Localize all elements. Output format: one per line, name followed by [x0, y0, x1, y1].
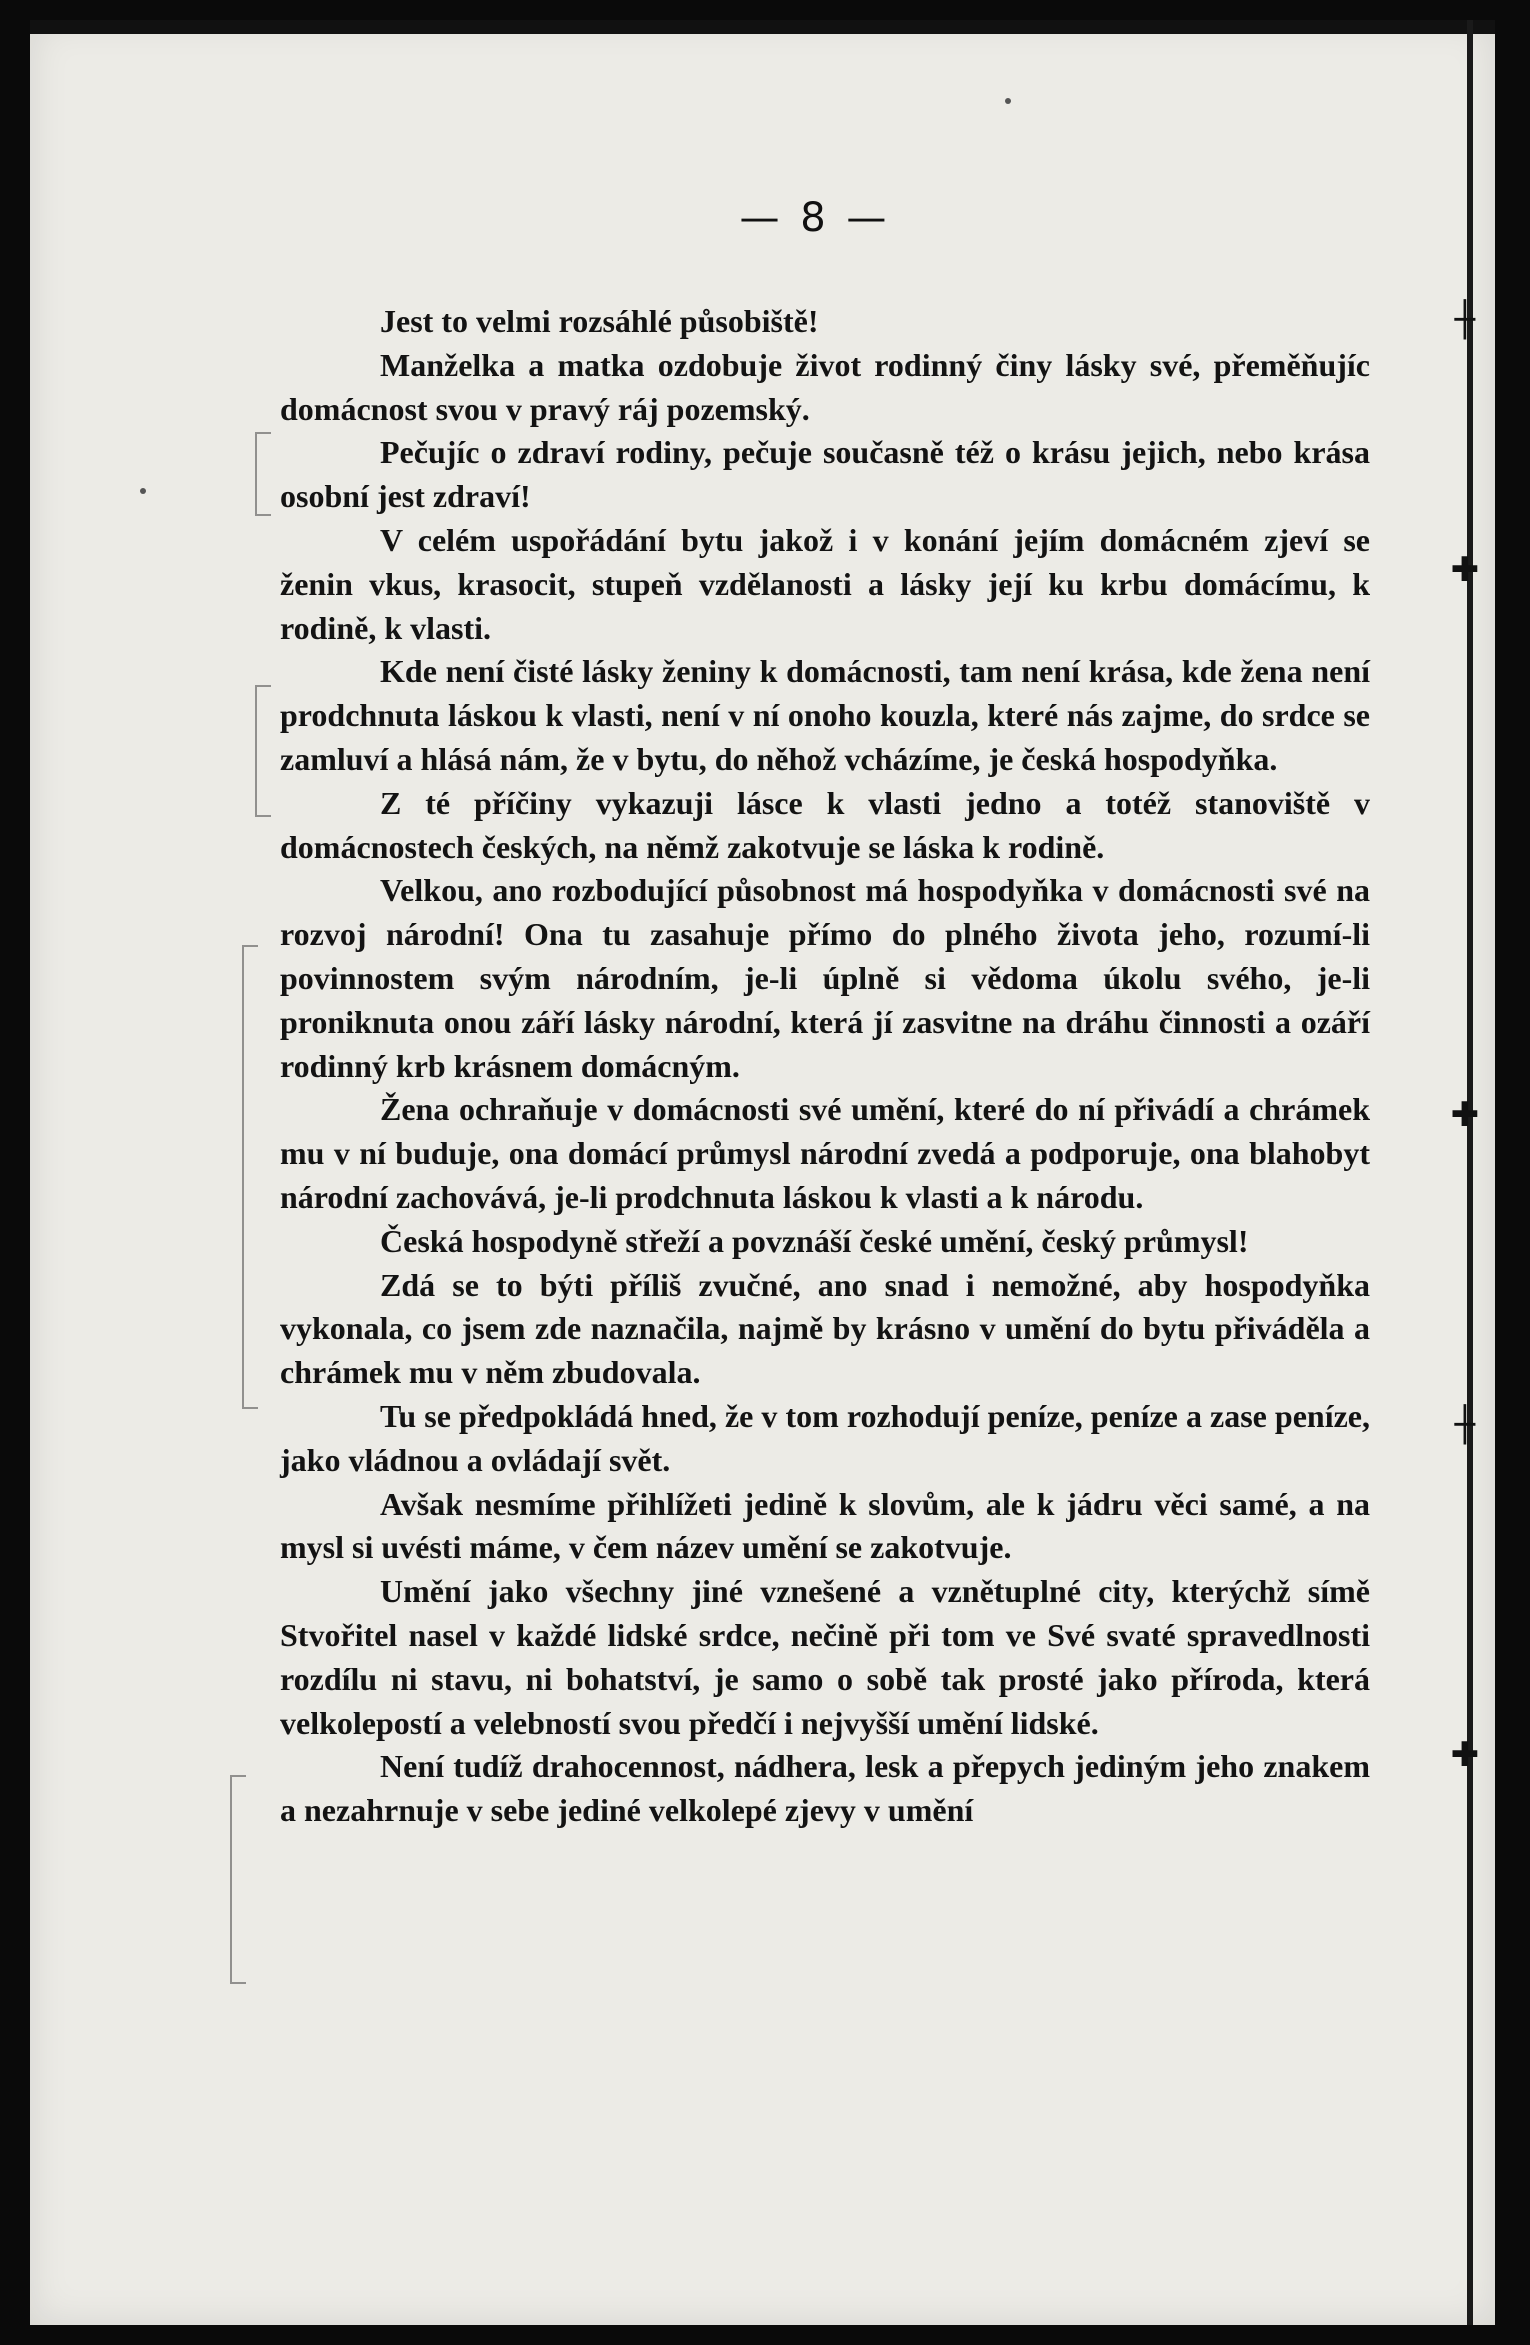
- binding-clip-icon: ✚: [1450, 1735, 1480, 1775]
- binding-clip-icon: ┼: [1454, 300, 1476, 340]
- pencil-margin-mark: [230, 1775, 246, 1984]
- paragraph: Manželka a matka ozdobuje život rodinný činy lásky své, přeměňujíc domácnost svou v pravý ráj pozemský.: [280, 346, 1370, 427]
- body-text: [280, 300, 1370, 1833]
- paragraph: Žena ochraňuje v domácnosti své umění, které do ní přivádí a chrámek mu v ní buduje, ona domácí průmysl národní zvedá a podporuje, ona blahobyt národní zachovává, je-li prodchnuta láskou k vlasti a k národu.: [280, 1091, 1370, 1215]
- paragraph: Zdá se to býti příliš zvučné, ano snad i nemožné, aby hospodyňka vykonala, co jsem zde naznačila, najmě by krásno v umění do bytu přiváděla a chrámek mu v něm zbudovala.: [280, 1266, 1370, 1391]
- paragraph: V celém uspořádání bytu jakož i v konání jejím domácném zjeví se ženin vkus, krasocit, stupeň vzdělanosti a lásky její ku krbu domácímu, k rodině, k vlasti.: [280, 521, 1370, 646]
- paragraph: Kde není čisté lásky ženiny k domácnosti, tam není krása, kde žena není prodchnuta láskou k vlasti, není v ní onoho kouzla, které nás zajme, do srdce se zamluví a hlásá nám, že v bytu, do něhož vcházíme, je česká hospodyňka.: [280, 653, 1370, 777]
- scanned-page: [30, 20, 1495, 2325]
- paragraph: Umění jako všechny jiné vznešené a vznětuplné city, kterýchž símě Stvořitel nasel v každé lidské srdce, nečině při tom ve Své svaté spravedlnosti rozdílu ni stavu, ni bohatství, je samo o sobě tak prosté jako příroda, která velkolepostí a velebností svou předčí i nejvyšší umění lidské.: [280, 1573, 1370, 1741]
- pencil-margin-mark: [255, 432, 271, 516]
- scan-top-edge: [30, 20, 1495, 34]
- paragraph: Pečujíc o zdraví rodiny, pečuje současně též o krásu jejich, nebo krása osobní jest zdraví!: [280, 434, 1370, 515]
- binding-clip-icon: ✚: [1450, 550, 1480, 590]
- paragraph: Z té příčiny vykazuji lásce k vlasti jedno a totéž stanoviště v domácnostech českých, na němž zakotvuje se láska k rodině.: [280, 784, 1370, 865]
- scan-speck: [1005, 98, 1011, 104]
- page-number: — 8 —: [739, 195, 891, 241]
- binding-clip-icon: ✚: [1450, 1095, 1480, 1135]
- paragraph: Tu se předpokládá hned, že v tom rozhodují peníze, peníze a zase peníze, jako vládnou a ovládají svět.: [280, 1397, 1370, 1478]
- paragraph: Česká hospodyně střeží a povznáší české umění, český průmysl!: [380, 1222, 1249, 1259]
- binding-edge: [1467, 20, 1473, 2325]
- paragraph: Jest to velmi rozsáhlé působiště!: [380, 303, 819, 339]
- scan-speck: [140, 488, 146, 494]
- paragraph: Velkou, ano rozbodující působnost má hospodyňka v domácnosti své na rozvoj národní! Ona tu zasahuje přímo do plného života jeho, rozumí-li povinnostem svým národním, je-li úplně si vědoma úkolu svého, je-li proniknuta onou září lásky národní, která jí zasvitne na dráhu činnosti a ozáří rodinný krb krásnem domácným.: [280, 872, 1370, 1084]
- paragraph: Avšak nesmíme přihlížeti jedině k slovům, ale k jádru věci samé, a na mysl si uvésti máme, v čem název umění se zakotvuje.: [280, 1485, 1370, 1566]
- pencil-margin-mark: [242, 945, 258, 1409]
- paragraph: Není tudíž drahocennost, nádhera, lesk a přepych jediným jeho znakem a nezahrnuje v sebe jediné velkolepé zjevy v umění: [280, 1748, 1370, 1829]
- binding-clip-icon: ┼: [1454, 1405, 1476, 1445]
- pencil-margin-mark: [255, 685, 271, 817]
